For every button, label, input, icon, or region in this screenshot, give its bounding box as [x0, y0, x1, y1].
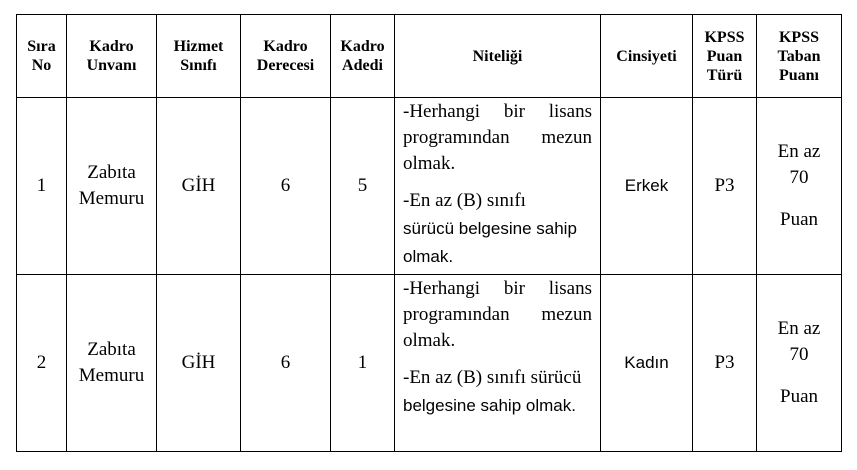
cell-kadro-adedi: 1: [331, 275, 395, 452]
cell-sira-no: 2: [17, 275, 67, 452]
header-sira-no: Sıra No: [17, 15, 67, 98]
nitelik-surucu: -En az (B) sınıfı sürücü belgesine sahip olmak.: [403, 367, 582, 415]
nitelik-lisans: -Herhangi bir lisans programından mezun olmak.: [403, 278, 592, 351]
kadro-table: [16, 14, 842, 452]
cell-niteligi: [395, 275, 601, 452]
header-cinsiyeti: Cinsiyeti: [601, 15, 693, 98]
cell-kadro-derecesi: 6: [241, 98, 331, 275]
table-row: [17, 275, 842, 452]
header-kpss-taban-puani: KPSS Taban Puanı: [757, 15, 842, 98]
cell-hizmet-sinifi: GİH: [157, 275, 241, 452]
cell-niteligi: [395, 98, 601, 275]
cell-kpss-taban-puani: En az 70 Puan: [757, 98, 842, 275]
cell-cinsiyeti: Erkek: [601, 98, 693, 275]
cell-kpss-taban-puani: En az 70 Puan: [757, 275, 842, 452]
header-kadro-derecesi: Kadro Derecesi: [241, 15, 331, 98]
cell-kpss-puan-turu: P3: [693, 275, 757, 452]
cell-hizmet-sinifi: GİH: [157, 98, 241, 275]
cell-kpss-puan-turu: P3: [693, 98, 757, 275]
header-kadro-unvani: Kadro Unvanı: [67, 15, 157, 98]
cell-kadro-unvani: Zabıta Memuru: [67, 275, 157, 452]
header-kadro-adedi: Kadro Adedi: [331, 15, 395, 98]
cell-sira-no: 1: [17, 98, 67, 275]
cell-kadro-derecesi: 6: [241, 275, 331, 452]
header-hizmet-sinifi: Hizmet Sınıfı: [157, 15, 241, 98]
cell-cinsiyeti: Kadın: [601, 275, 693, 452]
header-niteligi: Niteliği: [395, 15, 601, 98]
nitelik-lisans: -Herhangi bir lisans programından mezun olmak.: [403, 101, 592, 174]
cell-kadro-adedi: 5: [331, 98, 395, 275]
cell-kadro-unvani: Zabıta Memuru: [67, 98, 157, 275]
header-row: [17, 15, 842, 98]
table-row: [17, 98, 842, 275]
nitelik-surucu: -En az (B) sınıfı sürücü belgesine sahip olmak.: [403, 190, 577, 266]
header-kpss-puan-turu: KPSS Puan Türü: [693, 15, 757, 98]
